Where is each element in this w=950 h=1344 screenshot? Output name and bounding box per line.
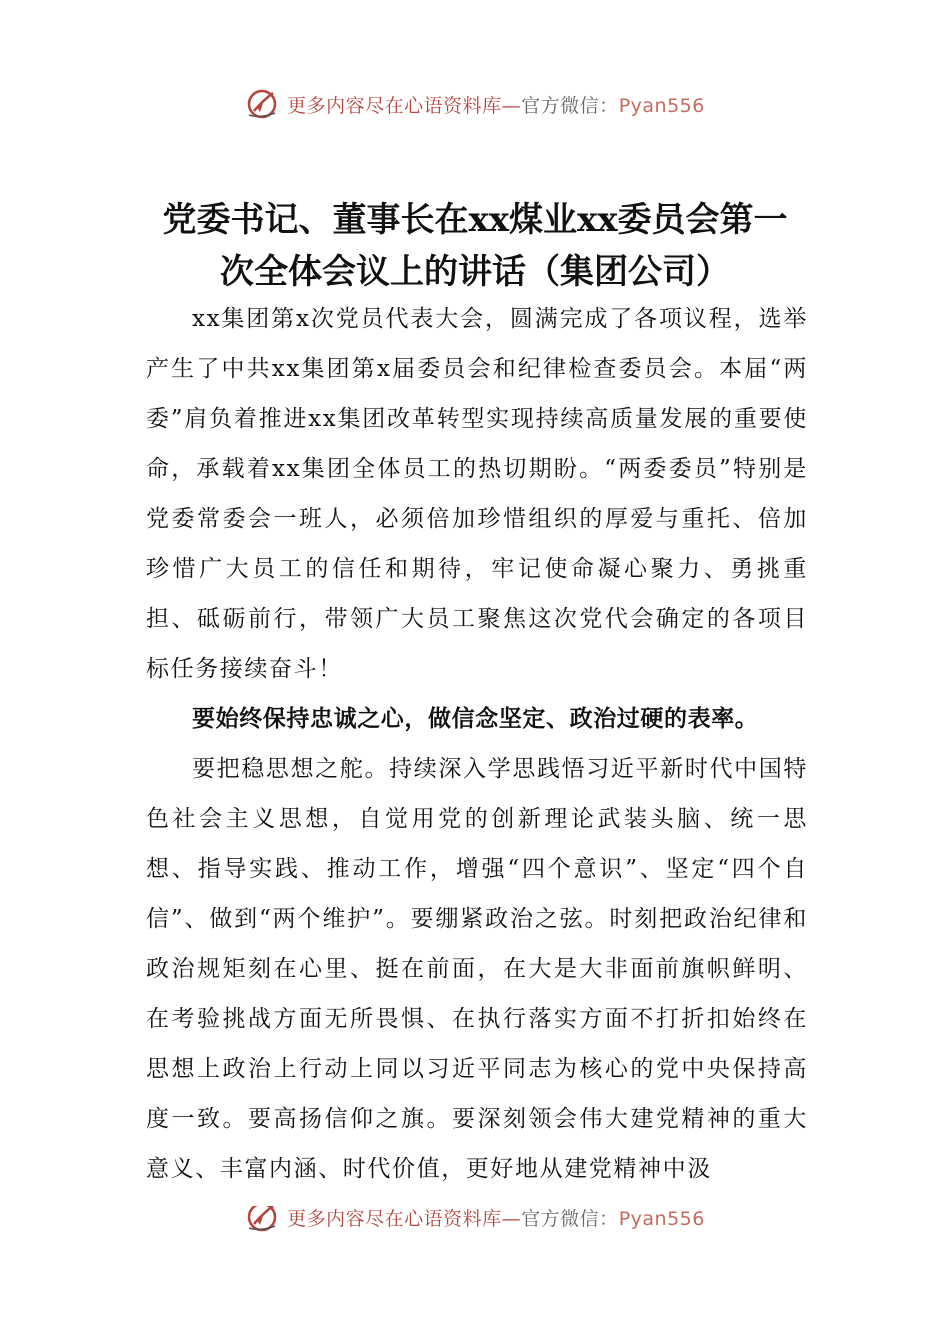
document-body (146, 294, 808, 1194)
paragraph-body: 要把稳思想之舵。持续深入学思践悟习近平新时代中国特色社会主义思想，自觉用党的创新理论武装头脑、统一思想、指导实践、推动工作，增强“四个意识”、坚定“四个自信”、做到“两个维护”。要绷紧政治之弦。时刻把政治纪律和政治规矩刻在心里、挺在前面，在大是大非面前旗帜鲜明、在考验挑战方面无所畏惧、在执行落实方面不打折扣始终在思想上政治上行动上同以习近平同志为核心的党中央保持高度一致。要高扬信仰之旗。要深刻领会伟大建党精神的重大意义、丰富内涵、时代价值，更好地从建党精神中汲 (146, 756, 808, 1182)
title-line-2: 次全体会议上的讲话（集团公司） (220, 252, 730, 292)
title-line-1: 党委书记、董事长在xx煤业xx委员会第一 (162, 200, 788, 240)
document-title (140, 194, 810, 298)
brand-logo-icon (245, 1206, 279, 1234)
paragraph-intro: xx集团第x次党员代表大会，圆满完成了各项议程，选举产生了中共xx集团第x届委员会和纪律检查委员会。本届“两委”肩负着推进xx集团改革转型实现持续高质量发展的重要使命，承载着xx集团全体员工的热切期盼。“两委委员”特别是党委常委会一班人，必须倍加珍惜组织的厚爱与重托、倍加珍惜广大员工的信任和期待，牢记使命凝心聚力、勇挑重担、砥砺前行，带领广大员工聚焦这次党代会确定的各项目标任务接续奋斗！ (146, 306, 808, 682)
header-watermark (0, 86, 950, 122)
footer-watermark (0, 1206, 950, 1242)
brand-logo-icon (245, 87, 279, 121)
section-heading: 要始终保持忠诚之心，做信念坚定、政治过硬的表率。 (192, 706, 759, 732)
watermark-text: 更多内容尽在心语资料库—官方微信：Pyan556 (287, 1207, 705, 1230)
watermark-text: 更多内容尽在心语资料库—官方微信：Pyan556 (287, 94, 705, 117)
